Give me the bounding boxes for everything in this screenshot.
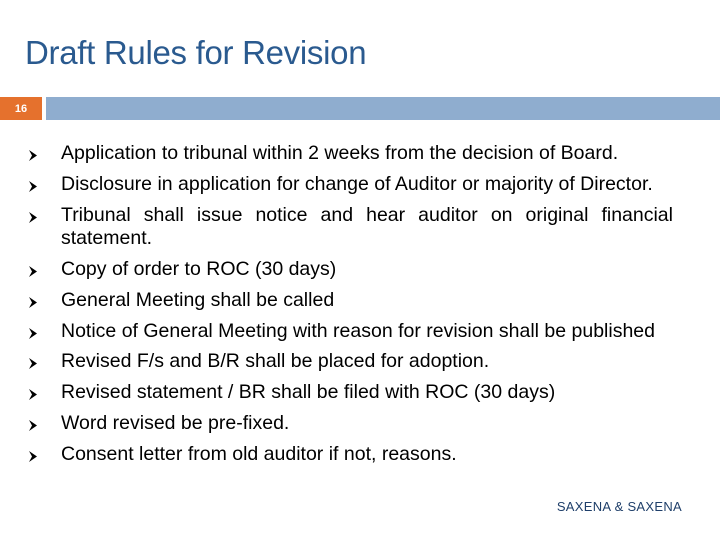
bullet-item bbox=[0, 381, 720, 405]
bullet-item bbox=[0, 258, 720, 282]
bullet-text: General Meeting shall be called bbox=[61, 288, 335, 311]
arrow-bullet-icon bbox=[28, 175, 38, 192]
bullet-item bbox=[0, 350, 720, 374]
footer-text: SAXENA & SAXENA bbox=[556, 499, 682, 514]
bullet-text: Notice of General Meeting with reason for revision shall be published bbox=[61, 319, 655, 342]
header-bar bbox=[46, 97, 720, 120]
arrow-bullet-icon bbox=[28, 144, 38, 161]
bullet-text: Tribunal shall issue notice and hear auditor on original financial statement. bbox=[61, 203, 673, 250]
arrow-bullet-icon bbox=[28, 414, 38, 431]
bullet-text: Disclosure in application for change of Auditor or majority of Director. bbox=[61, 172, 653, 195]
bullet-item bbox=[0, 142, 720, 166]
arrow-bullet-icon bbox=[28, 291, 38, 308]
bullet-text: Copy of order to ROC (30 days) bbox=[61, 257, 337, 280]
arrow-bullet-icon bbox=[28, 352, 38, 369]
bullet-list bbox=[0, 142, 720, 473]
arrow-bullet-icon bbox=[28, 260, 38, 277]
bullet-text: Consent letter from old auditor if not, reasons. bbox=[61, 442, 457, 465]
bullet-text: Revised statement / BR shall be filed with ROC (30 days) bbox=[61, 381, 556, 404]
arrow-bullet-icon bbox=[28, 322, 38, 339]
bullet-item bbox=[0, 412, 720, 436]
bullet-item bbox=[0, 320, 720, 344]
arrow-bullet-icon bbox=[28, 206, 38, 223]
bullet-item bbox=[0, 173, 720, 197]
arrow-bullet-icon bbox=[28, 383, 38, 400]
bullet-text: Application to tribunal within 2 weeks from the decision of Board. bbox=[61, 142, 619, 164]
bullet-text: Revised F/s and B/R shall be placed for adoption. bbox=[61, 350, 490, 373]
bullet-text: Word revised be pre-fixed. bbox=[61, 411, 290, 434]
bullet-item bbox=[0, 443, 720, 467]
arrow-bullet-icon bbox=[28, 445, 38, 462]
bullet-item bbox=[0, 204, 720, 251]
bullet-item bbox=[0, 289, 720, 313]
slide-number-badge: 16 bbox=[0, 97, 42, 120]
slide-title: Draft Rules for Revision bbox=[25, 34, 367, 71]
